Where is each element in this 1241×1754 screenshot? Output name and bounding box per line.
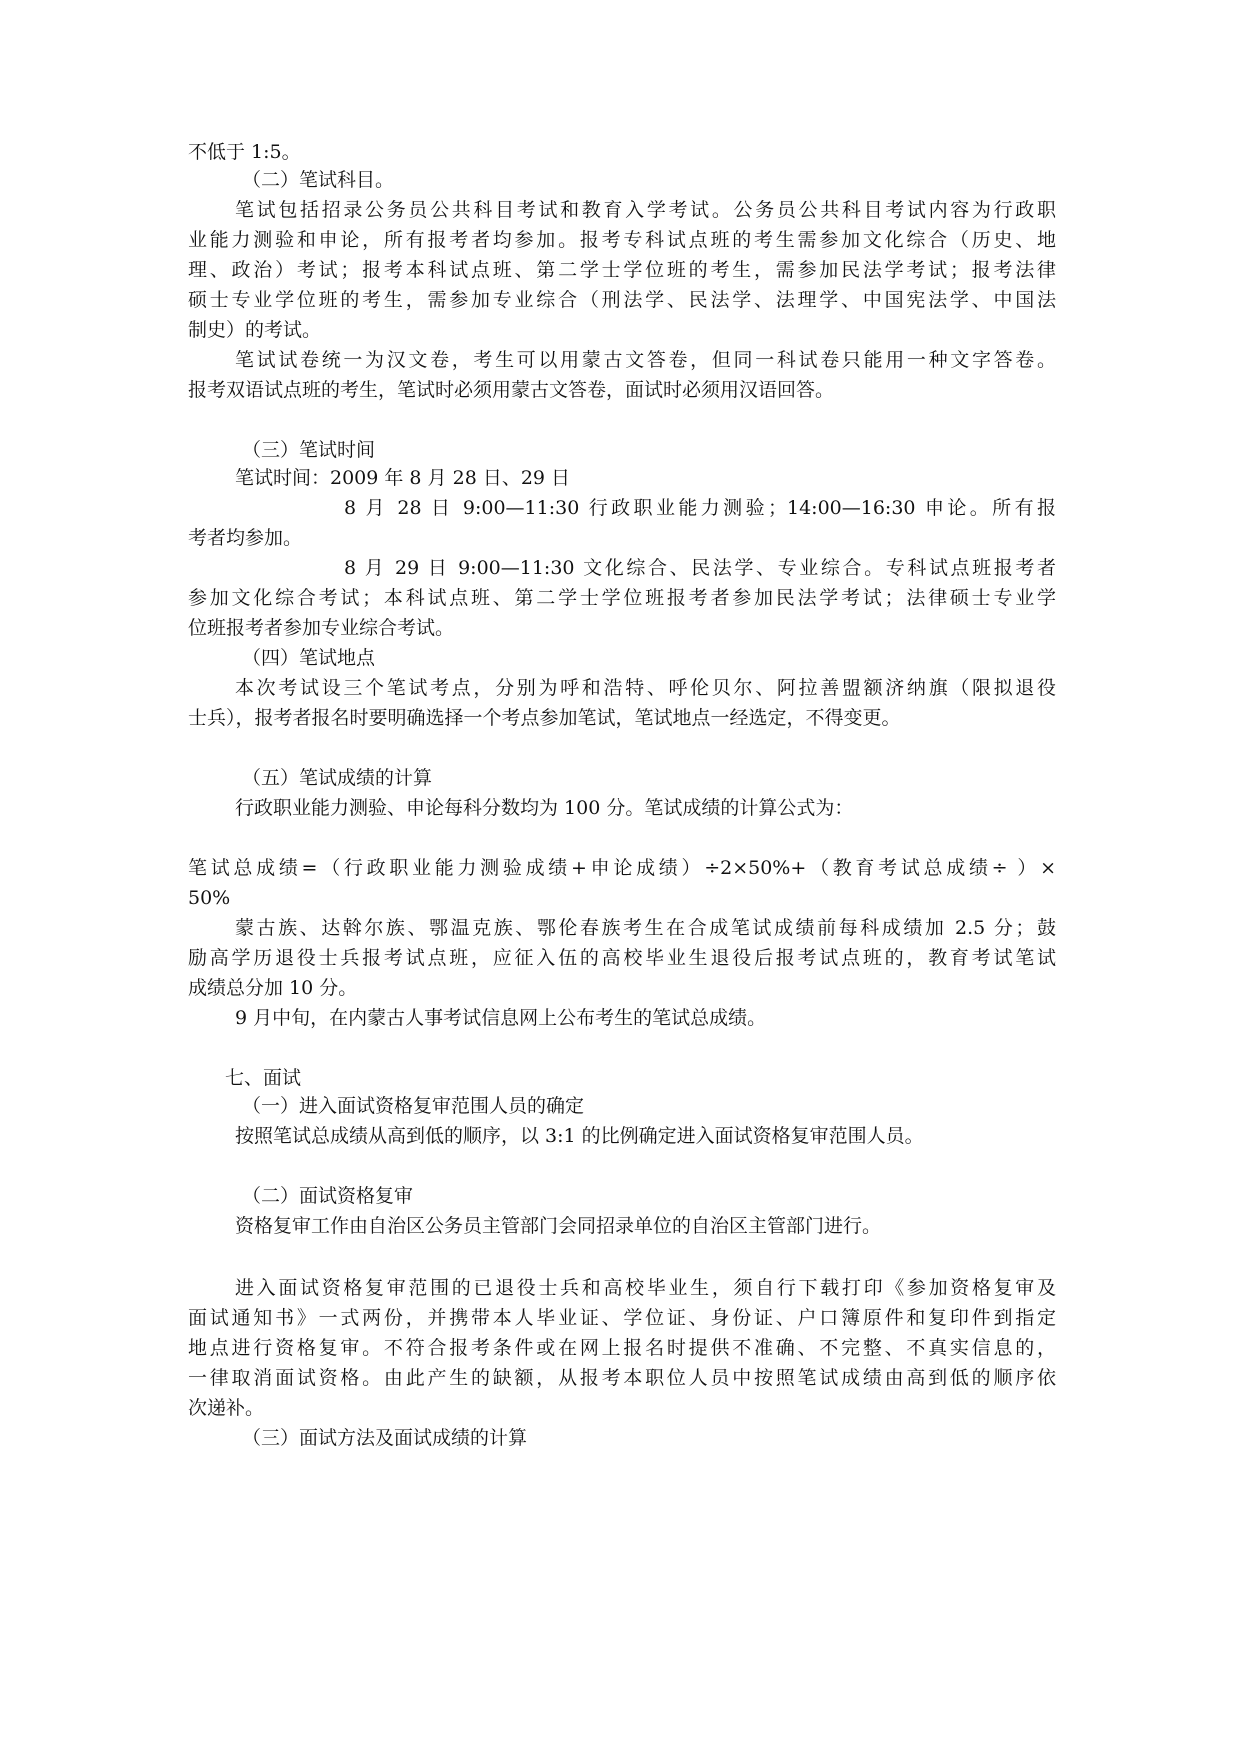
text-line: 本次考试设三个笔试考点，分别为呼和浩特、呼伦贝尔、阿拉善盟额济纳旗（限拟退役 — [235, 677, 1056, 699]
text-line: 资格复审工作由自治区公务员主管部门会同招录单位的自治区主管部门进行。 — [235, 1215, 882, 1237]
text-line: 参加文化综合考试；本科试点班、第二学士学位班报考者参加民法学考试；法律硕士专业学 — [188, 587, 1056, 609]
text-line: 报考双语试点班的考生，笔试时必须用蒙古文答卷，面试时必须用汉语回答。 — [188, 379, 835, 401]
text-line: 9 月中旬，在内蒙古人事考试信息网上公布考生的笔试总成绩。 — [235, 1007, 767, 1029]
text-line: 笔试试卷统一为汉文卷，考生可以用蒙古文答卷，但同一科试卷只能用一种文字答卷。 — [235, 349, 1056, 371]
text-line: 硕士专业学位班的考生，需参加专业综合（刑法学、民法学、法理学、中国宪法学、中国法 — [188, 289, 1056, 311]
section-heading: （三）面试方法及面试成绩的计算 — [242, 1427, 528, 1449]
text-line: 一律取消面试资格。由此产生的缺额，从报考本职位人员中按照笔试成绩由高到低的顺序依 — [188, 1367, 1056, 1389]
text-line: 成绩总分加 10 分。 — [188, 977, 358, 999]
section-heading: （一）进入面试资格复审范围人员的确定 — [242, 1095, 585, 1117]
text-line: 按照笔试总成绩从高到低的顺序，以 3:1 的比例确定进入面试资格复审范围人员。 — [235, 1125, 924, 1147]
text-line: 制史）的考试。 — [188, 319, 322, 341]
text-line: 行政职业能力测验、申论每科分数均为 100 分。笔试成绩的计算公式为： — [235, 797, 854, 819]
text-line: 蒙古族、达斡尔族、鄂温克族、鄂伦春族考生在合成笔试成绩前每科成绩加 2.5 分；鼓 — [235, 917, 1056, 939]
text-line: 笔试包括招录公务员公共科目考试和教育入学考试。公务员公共科目考试内容为行政职 — [235, 199, 1056, 221]
formula-line: 50% — [188, 887, 231, 909]
formula-line: 笔试总成绩=（行政职业能力测验成绩+申论成绩）÷2×50%+（教育考试总成绩÷ ）× — [188, 857, 1056, 879]
section-heading: （四）笔试地点 — [242, 647, 376, 669]
text-line: 进入面试资格复审范围的已退役士兵和高校毕业生，须自行下载打印《参加资格复审及 — [235, 1277, 1056, 1299]
text-line: 笔试时间：2009 年 8 月 28 日、29 日 — [235, 467, 571, 489]
text-line: 理、政治）考试；报考本科试点班、第二学士学位班的考生，需参加民法学考试；报考法律 — [188, 259, 1056, 281]
section-heading: （五）笔试成绩的计算 — [242, 767, 433, 789]
text-line: 考者均参加。 — [188, 527, 303, 549]
text-line: 励高学历退役士兵报考试点班，应征入伍的高校毕业生退役后报考试点班的，教育考试笔试 — [188, 947, 1056, 969]
text-line: 位班报考者参加专业综合考试。 — [188, 617, 455, 639]
text-line: 8 月 29 日 9:00—11:30 文化综合、民法学、专业综合。专科试点班报考者 — [344, 557, 1056, 579]
text-line: 业能力测验和申论，所有报考者均参加。报考专科试点班的考生需参加文化综合（历史、地 — [188, 229, 1056, 251]
text-line: 地点进行资格复审。不符合报考条件或在网上报名时提供不准确、不完整、不真实信息的， — [188, 1337, 1056, 1359]
text-line: 8 月 28 日 9:00—11:30 行政职业能力测验；14:00—16:30 申论。所有报 — [344, 497, 1056, 519]
text-line: 面试通知书》一式两份，并携带本人毕业证、学位证、身份证、户口簿原件和复印件到指定 — [188, 1307, 1056, 1329]
section-heading: （二）面试资格复审 — [242, 1185, 414, 1207]
text-line: 士兵），报考者报名时要明确选择一个考点参加笔试，笔试地点一经选定，不得变更。 — [188, 707, 901, 729]
section-heading: （二）笔试科目。 — [242, 169, 395, 191]
chapter-heading: 七、面试 — [225, 1067, 302, 1089]
text-line: 不低于 1:5。 — [188, 141, 301, 163]
section-heading: （三）笔试时间 — [242, 439, 376, 461]
text-line: 次递补。 — [188, 1397, 265, 1419]
